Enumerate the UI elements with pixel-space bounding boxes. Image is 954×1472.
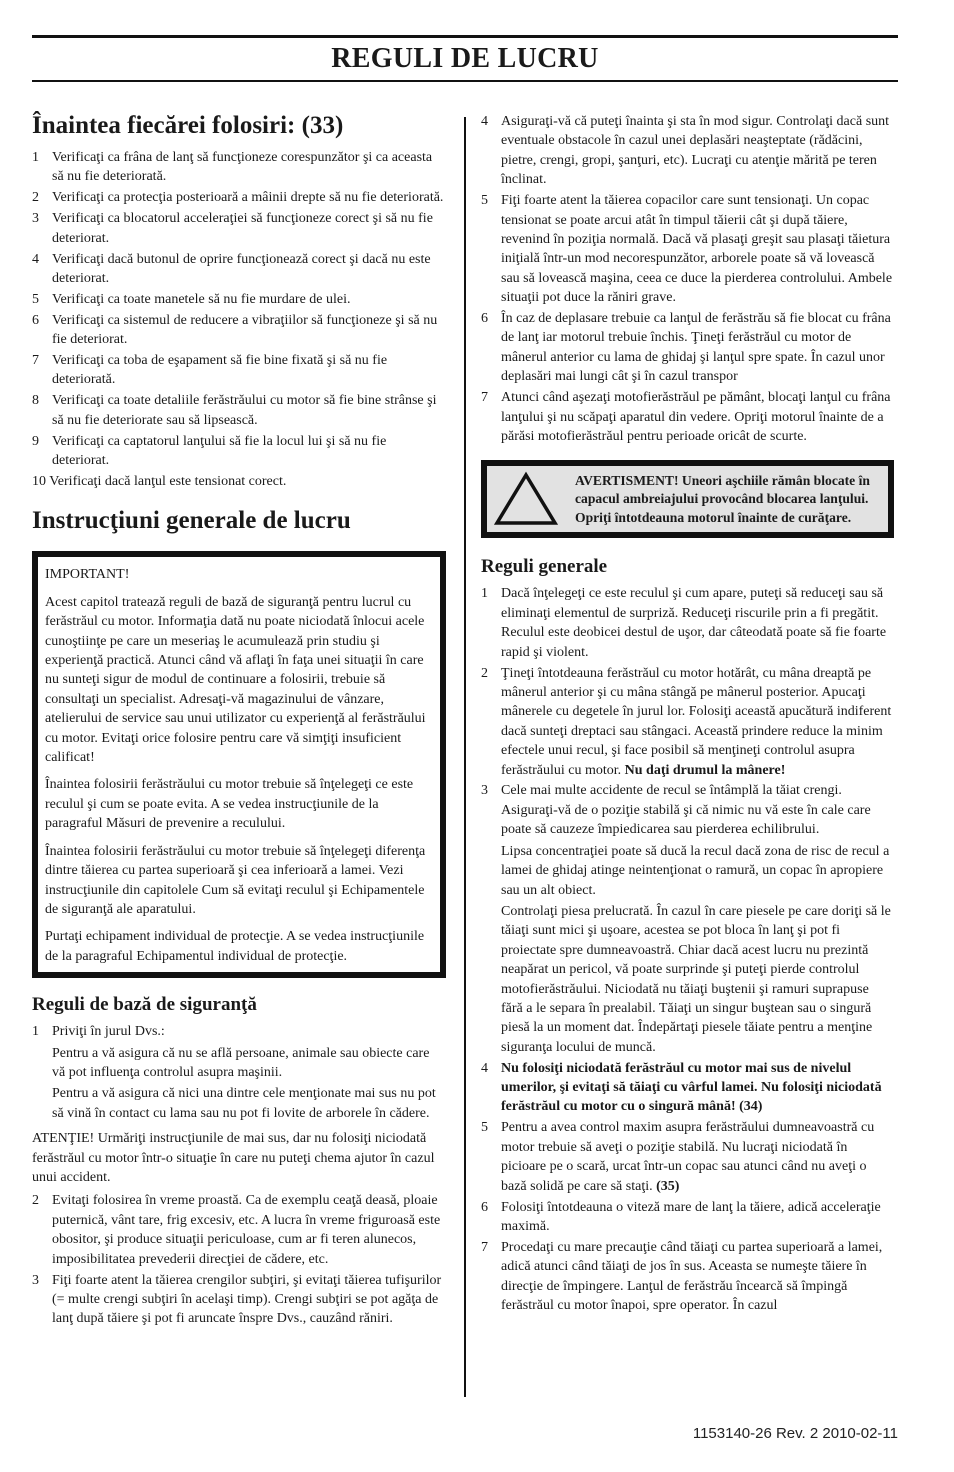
list-item: 7 Verificaţi ca toba de eşapament să fie bine fixată şi să nu fie deteriorată. — [32, 353, 388, 388]
page-title: REGULI DE LUCRU — [331, 43, 599, 74]
list-item: 4 Nu folosiţi niciodată ferăstrăul cu motor mai sus de nivelul umerilor, şi evitaţi să tăiaţi cu vârful lamei. Nu folosiţi niciodată ferăstrăul cu motor cu o singură mână! (34) — [481, 1060, 882, 1115]
important-title: IMPORTANT! — [45, 567, 130, 583]
list-item: 6 Verificaţi ca sistemul de reducere a vibraţiilor să funcţioneze şi să nu fie deteriorat. — [32, 312, 438, 348]
sub-paragraph: Pentru a vă asigura că nici una dintre cele menţionate mai sus nu pot să vină în contact cu lama sau nu pot fi lovite de arborele în cădere. — [52, 1086, 436, 1121]
document-reference: 1153140-26 Rev. 2 2010-02-11 — [692, 1425, 898, 1442]
general-rules-list — [481, 584, 894, 1315]
list-item: 7 Atunci când aşezaţi motofierăstrăul pe pământ, blocaţi lanţul cu frâna lanţului şi nu scăpaţi aparatul din vedere. Opriţi motorul înainte de a părăsi motofierăstrăul pentru perioade oricât de scurte. — [481, 390, 891, 444]
important-paragraph: Purtaţi echipament individual de protecţie. A se vedea instrucţiunile de la paragraful Echipamentul individual de protecţie. — [45, 929, 425, 964]
list-item: 9 Verificaţi ca captatorul lanţului să fie la locul lui şi să nu fie deteriorat. — [32, 433, 387, 469]
general-instructions-heading: Instrucţiuni generale de lucru — [32, 507, 351, 535]
list-item: 3 Cele mai multe accidente de recul se întâmplă la tăiat crengi. Asiguraţi-vă de o poziţie stabilă şi că nimic nu vă este în cale care poate să cauzeze împiedicarea sau pierderea echilibrului. Lipsa concentraţiei poate să ducă la recul dacă zona de risc de recul a lamei de ghidaj atinge neintenţionat o ramură, un copac în apropiere sau un alt obiect. Controlaţi piesa prelucrată. În cazul în care piesele pe care doriţi să le tăiaţi sunt mici şi uşoare, acestea se pot bloca în lanţ şi pot fi proiectate spre dumneavoastră. Chiar dacă acest lucru nu prezintă neapărat un pericol, vă poate surprinde şi puteţi pierde controlul motofierăstrăului. Niciodată nu tăiaţi buştenii şi ramuri suprapuse fără a le separa în prealabil. Tăiaţi un singur buştean sau o singură piesă la un moment dat. Îndepărtaţi piesele tăiate pentru a menţine siguranţa locului de muncă. — [481, 781, 894, 1057]
attention-note: ATENŢIE! Urmăriţi instrucţiunile de mai sus, dar nu folosiţi niciodată ferăstrăul cu motor într-o situaţie în care nu puteţi chema ajutor în cazul unui accident. — [32, 1131, 435, 1185]
general-rules-heading: Reguli generale — [481, 556, 608, 578]
important-notice-box — [32, 551, 446, 978]
header-top-rule — [32, 35, 898, 38]
before-use-list — [32, 148, 446, 491]
sub-paragraph: Pentru a vă asigura că nu se află persoane, animale sau obiecte care vă pot influenţa controlul asupra maşinii. — [52, 1045, 430, 1080]
list-item: 4 Verificaţi dacă butonul de oprire funcţionează corect şi dacă nu este deteriorat. — [32, 251, 431, 286]
list-item: 1 Dacă înţelegeţi ce este reculul şi cum apare, puteţi să reduceţi sau să eliminaţi elementul de surpriză. Reduceţi riscurile prin a fi pregătit. Reculul este deobicei destul de uşor, dar câteodată poate să fie foarte rapid şi violent. — [481, 586, 887, 660]
basic-safety-list — [32, 1022, 446, 1123]
list-item: 10 Verificaţi dacă lanţul este tensionat corect. — [32, 474, 287, 489]
list-item: 6 Folosiţi întotdeauna o viteză mare de lanţ la tăiere, adică acceleraţie maximă. — [481, 1199, 881, 1234]
list-item: 6 În caz de deplasare trebuie ca lanţul de ferăstrău să fie blocat cu frâna de lanţ iar motorul trebuie închis. Ţineţi ferăstrăul cu motor de mânerul anterior cu lama de ghidaj şi lanţul spre spate. În cazul unor deplasări mai lungi cât şi în cazul transpor — [481, 311, 891, 385]
important-paragraph: Acest capitol tratează reguli de bază de siguranţă pentru lucrul cu ferăstrăul cu motor. Informaţia dată nu poate niciodată înlocui acele cunoştiinţe pe care un meseriaş le acumulează prin studiu şi experienţă practică. Atunci când vă aflaţi în faţa unei situaţii în care nu sunteţi sigur de modul de continuare a folosirii, trebuie să consultaţi un specialist. Adresaţi-vă magazinului de vânzare, atelierului de service sau unui utilizator cu experienţă al ferăstrăului cu motor. Evitaţi orice folosire pentru care vă simţiţi insuficient calificat! — [45, 594, 426, 766]
list-item: 1 Priviţi în jurul Dvs.: Pentru a vă asigura că nu se află persoane, animale sau obiecte care vă pot influenţa controlul asupra maşinii. Pentru a vă asigura că nici una dintre cele menţionate mai sus nu pot să vină în contact cu lama sau nu pot fi lovite de arborele în cădere. — [32, 1022, 446, 1123]
list-item: 8 Verificaţi ca toate detaliile ferăstrăului cu motor să fie bine strânse şi să nu fie deteriorate sau să lipsească. — [32, 393, 437, 428]
list-item: 2 Evitaţi folosirea în vreme proastă. Ca de exemplu ceaţă deasă, ploaie puternică, vânt tare, frig excesiv, etc. A lucra în vreme friguroasă este obositor, şi produce situaţii periculoase, cum ar fi teren alunecos, imposibilitatea prevederii direcţiei de cădere, etc. — [32, 1193, 441, 1267]
list-item: 5 Fiţi foarte atent la tăierea copacilor care sunt tensionaţi. Un copac tensionat se poate arcui atât în timpul tăierii cât şi după tăiere, revenind în poziţia normală. Dacă vă plasaţi greşit sau plasaţi tăietura iniţială într-un mod necorespunzător, arborele poate să vă lovească sau să lovească maşina, ceea ce duce la pierderea controlului. Ambele situaţii pot duce la răniri grave. — [481, 193, 893, 306]
list-item: 5 Verificaţi ca toate manetele să nu fie murdare de ulei. — [32, 291, 351, 307]
list-item: 2 Ţineţi întotdeauna ferăstrăul cu motor hotărât, cu mâna dreaptă pe mânerul anterior şi cu mâna stângă pe mânerul posterior. Apucaţi mânerele cu degetele în jurul lor. Folosiţi această apucătură indiferent dacă sunteţi dreptaci sau stângaci. Această prindere reduce la minim efectele unui recul, şi face posibil să menţineţi controlul asupra ferăstrăului cu motor. Nu daţi drumul la mânere! — [481, 665, 892, 778]
list-item: 3 Fiţi foarte atent la tăierea crengilor subţiri, şi evitaţi tăierea tufişurilor (= multe crengi subţiri în acelaşi timp). Crengi subţiri se pot agăţa de lanţ după tăiere şi pot fi aruncate înspre Dvs., cauzând răniri. — [32, 1272, 442, 1327]
important-paragraph: Înaintea folosirii ferăstrăului cu motor trebuie să înţelegeţi ce este reculul şi cum se poate evita. A se vedea instrucţiunile de la paragraful Măsuri de prevenire a reculului. — [45, 777, 414, 832]
list-item: 4 Asiguraţi-vă că puteţi înainta şi sta în mod sigur. Controlaţi dacă sunt eventuale obstacole în cazul unei deplasări neaşteptate (rădăcini, pietre, crengi, gropi, şanţuri, etc). Lucraţi cu atenţie mărită pe teren înclinat. — [481, 114, 890, 188]
list-item: 2 Verificaţi ca protecţia posterioară a mâinii drepte să nu fie deteriorată. — [32, 190, 444, 206]
right-column — [481, 112, 894, 1317]
warning-triangle-icon — [494, 471, 558, 527]
warning-box — [481, 460, 894, 538]
column-divider — [464, 117, 466, 1397]
warning-text: AVERTISMENT! Uneori aşchiile rămân blocate în capacul ambreiajului provocând blocarea lanţului. Opriţi întotdeauna motorul înainte de curăţare. — [575, 472, 870, 525]
list-item: 5 Pentru a avea control maxim asupra ferăstrăului dumneavoastră cu motor trebuie să aveţi o poziţie stabilă. Nu lucraţi niciodată în picioare pe o scară, urcat într-un copac sau atunci când nu aveţi o bază solidă pe care să staţi. (35) — [481, 1120, 875, 1194]
sub-paragraph: Lipsa concentraţiei poate să ducă la recul dacă zona de risc de recul a lamei de ghidaj atinge neintenţionat o ramură, un copac în apropiere sau un alt obiect. — [501, 843, 890, 898]
important-paragraph: Înaintea folosirii ferăstrăului cu motor trebuie să înţelegeţi diferenţa dintre tăierea cu partea superioară şi cea inferioară a lamei. Vezi instrucţiunile din capitolele Cum să evitaţi reculul şi Echipamentele de siguranţă ale aparatului. — [45, 843, 426, 917]
list-item: 3 Verificaţi ca blocatorul acceleraţiei să funcţioneze corect şi să nu fie deteriorat. — [32, 211, 433, 246]
before-use-heading: Înaintea fiecărei folosiri: (33) — [32, 112, 344, 139]
sub-paragraph: Controlaţi piesa prelucrată. În cazul în care piesele pe care doriţi să le tăiaţi sunt mici şi uşoare, acestea se pot bloca în lanţ şi pot fi proiectate spre dumneavoastră. Chiar dacă acest lucru nu prezintă neapărat un pericol, vă poate surprinde şi puteţi pierde controlul motofierăstrăului. Niciodată nu tăiaţi buştenii şi ramuri suprapuse fără a le separa în prealabil. Tăiaţi un singur buştean sau o singură piesă la un moment dat. Îndepărtaţi piesele tăiate pentru a menţine siguranţa locului de muncă. — [501, 903, 891, 1055]
list-item: 7 Procedaţi cu mare precauţie când tăiaţi cu partea superioară a lamei, adică atunci când tăiaţi de jos în sus. Aceasta se numeşte tăiere în direcţie de împingere. Lanţul de ferăstrău încearcă să împingă ferăstrăul cu motor înapoi, spre operator. În cazul — [481, 1239, 883, 1314]
list-item: 1 Verificaţi ca frâna de lanţ să funcţioneze corespunzător şi ca aceasta să nu fie deteriorată. — [32, 150, 433, 185]
left-column — [32, 110, 446, 1330]
basic-safety-heading: Reguli de bază de siguranţă — [32, 994, 257, 1016]
header-bottom-rule — [32, 80, 898, 82]
